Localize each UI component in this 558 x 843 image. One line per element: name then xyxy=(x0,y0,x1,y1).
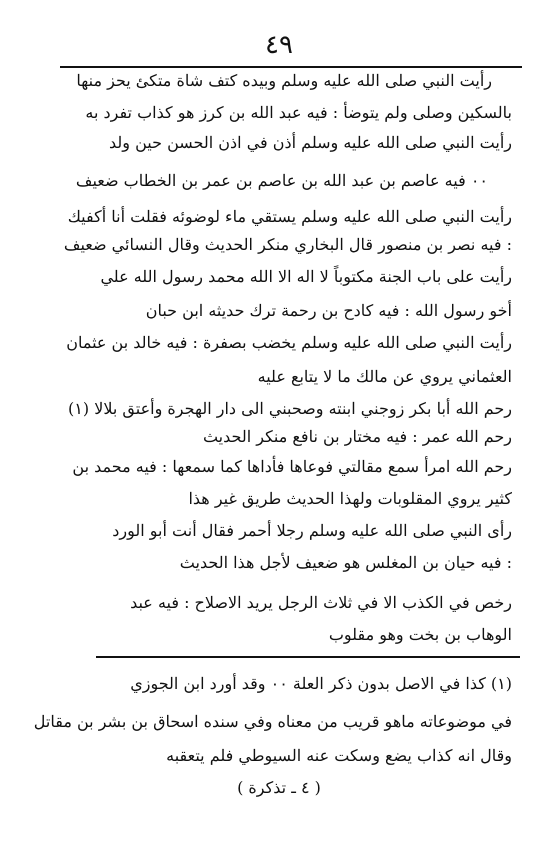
text-line: رأيت النبي صلى الله عليه وسلم أذن في اذن الحسن حين ولد xyxy=(109,133,512,152)
text-line: رأيت النبي صلى الله عليه وسلم يستقي ماء لوضوئه فقلت أنا أكفيك xyxy=(67,207,512,226)
text-line: رحم الله أبا بكر زوجني ابنته وصحبني الى دار الهجرة وأعتق بلالا (١) xyxy=(68,399,512,418)
header-rule xyxy=(60,66,522,68)
footnote-line: وقال انه كذاب يضع وسكت عنه السيوطي فلم يتعقبه xyxy=(166,746,512,765)
footnote-line: في موضوعاته ماهو قريب من معناه وفي سنده اسحاق بن بشر بن مقاتل xyxy=(33,712,512,731)
text-line: بالسكين وصلى ولم يتوضأ : فيه عبد الله بن كرز هو كذاب تفرد به xyxy=(85,103,512,122)
text-line: رأيت على باب الجنة مكتوباً لا اله الا الله محمد رسول الله علي xyxy=(100,267,512,286)
text-line: العثماني يروي عن مالك ما لا يتابع عليه xyxy=(257,367,512,386)
text-line: رخص في الكذب الا في ثلاث الرجل يريد الاصلاح : فيه عبد xyxy=(130,593,512,612)
text-line: : فيه حيان بن المغلس هو ضعيف لأجل هذا الحديث xyxy=(179,553,512,572)
text-line: رأيت النبي صلى الله عليه وسلم يخضب بصفرة : فيه خالد بن عثمان xyxy=(66,333,512,352)
text-line: رحم الله عمر : فيه مختار بن نافع منكر الحديث xyxy=(202,427,512,446)
text-line: أخو رسول الله : فيه كادح بن رحمة ترك حديثه ابن حبان xyxy=(145,301,512,320)
footnote-rule xyxy=(96,656,520,658)
page-number: ٤٩ xyxy=(265,30,293,60)
footnote-signature: ( ٤ ـ تذكرة ) xyxy=(237,778,321,797)
text-line: ٠٠ فيه عاصم بن عبد الله بن عاصم بن عمر بن الخطاب ضعيف xyxy=(75,171,488,190)
text-line: الوهاب بن بخت وهو مقلوب xyxy=(328,625,512,644)
text-line: رأى النبي صلى الله عليه وسلم رجلا أحمر فقال أنت أبو الورد xyxy=(112,521,512,540)
text-line: رحم الله امرأ سمع مقالتي فوعاها فأداها كما سمعها : فيه محمد بن xyxy=(72,457,512,476)
text-line: كثير يروي المقلوبات ولهذا الحديث طريق غير هذا xyxy=(188,489,512,508)
text-line: رأيت النبي صلى الله عليه وسلم وبيده كتف شاة متكئ يحز منها xyxy=(76,71,492,90)
text-line: : فيه نصر بن منصور قال البخاري منكر الحديث وقال النسائي ضعيف xyxy=(63,235,512,254)
footnote-line: (١) كذا في الاصل بدون ذكر العلة ٠٠ وقد أورد ابن الجوزي xyxy=(130,674,512,693)
